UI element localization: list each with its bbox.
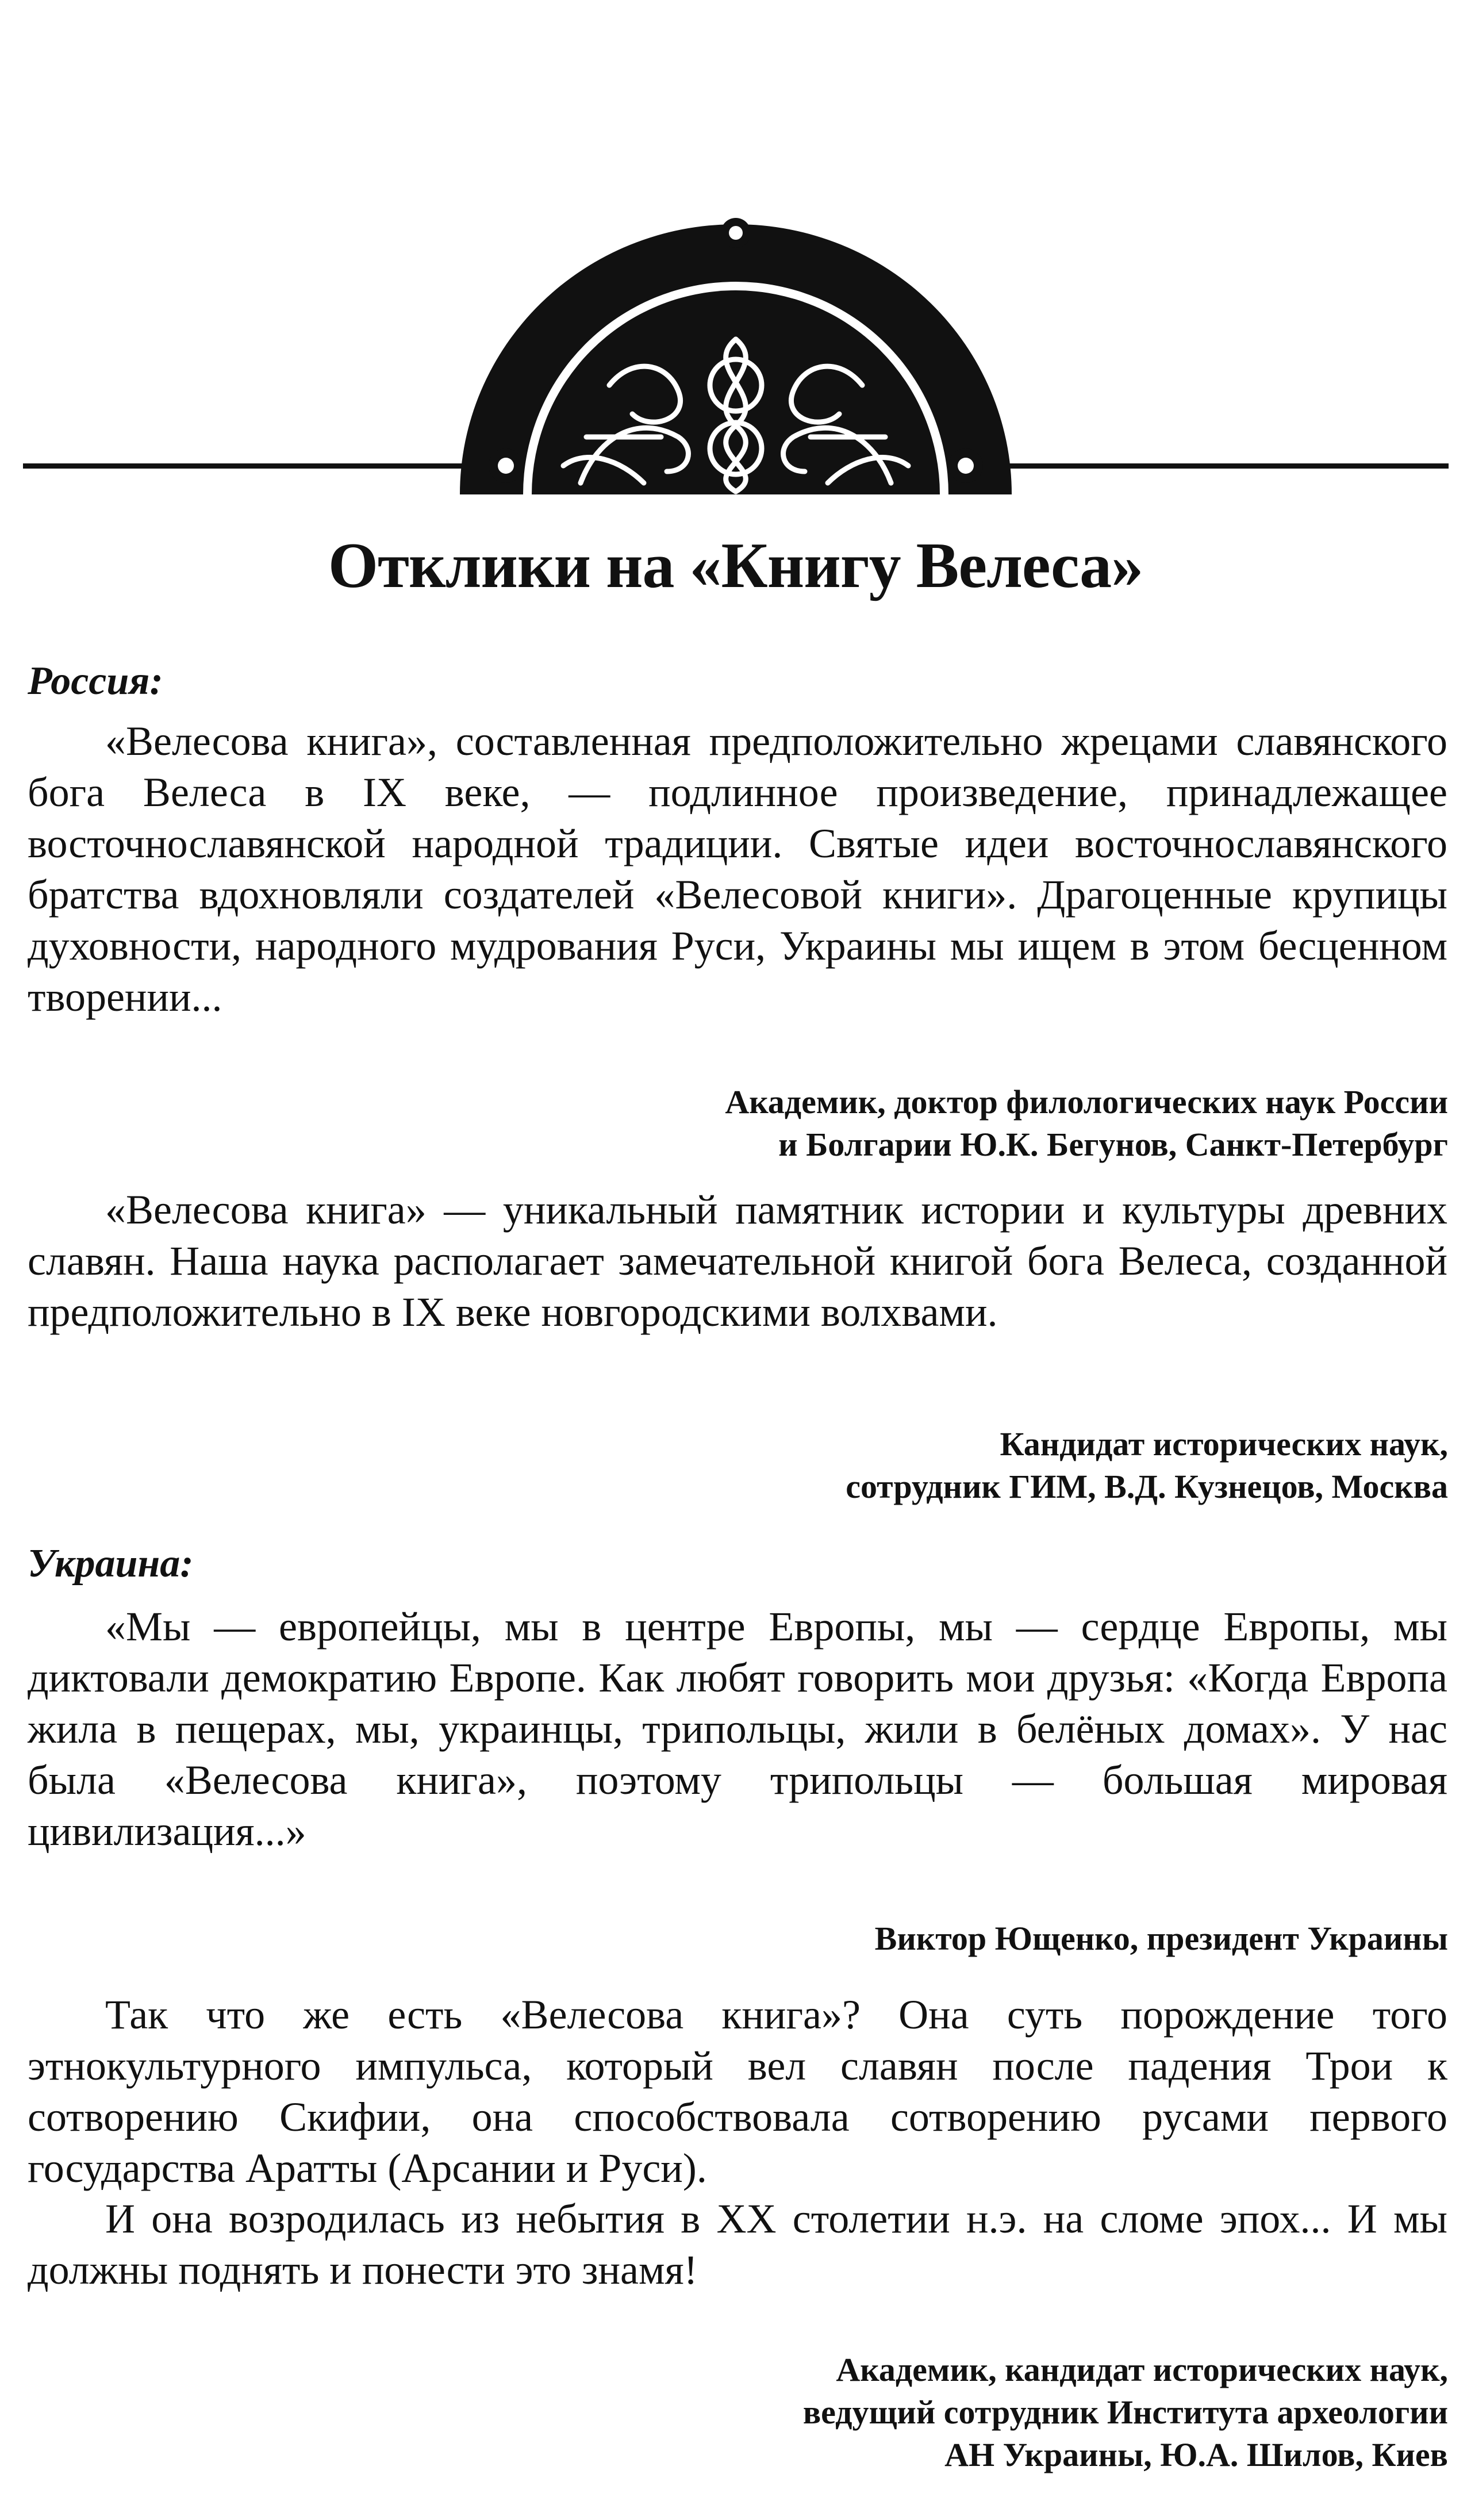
signature-line: Виктор Ющенко, президент Украины: [874, 1920, 1448, 1957]
signature-line: ведущий сотрудник Института археологии: [802, 2394, 1448, 2431]
signature-line: сотрудник ГИМ, В.Д. Кузнецов, Москва: [846, 1468, 1448, 1505]
signature-line: Академик, доктор филологических наук России: [725, 1083, 1448, 1121]
rule-left: [23, 463, 494, 469]
signature-line: АН Украины, Ю.А. Шилов, Киев: [944, 2436, 1448, 2473]
signature-line: и Болгарии Ю.К. Бегунов, Санкт-Петербург: [778, 1126, 1448, 1163]
quote-kuznetsov: «Велесова книга» — уникальный памятник истории и культуры древних славян. Наша наука располагает замечательной книгой бога Велеса, созданной предположительно в IX веке новгородскими волхвами.: [28, 1187, 1447, 1335]
section-label-ukraine: Украина:: [28, 1541, 194, 1586]
quote-yushchenko: «Мы — европейцы, мы в центре Европы, мы — сердце Европы, мы диктовали демократию Европе. Как любят говорить мои друзья: «Когда Европа жила в пещерах, мы, украинцы, трипольцы, жили в белёных домах». У нас была «Велесова книга», поэтому трипольцы — большая мировая цивилизация...»: [28, 1604, 1447, 1854]
quote-begunov: «Велесова книга», составленная предположительно жрецами славянского бога Велеса в IX веке, — подлинное произведение, принадлежащее восточнославянской народной традиции. Святые идеи восточнославянского братства вдохновляли создателей «Велесовой книги». Драгоценные крупицы духовности, народного мудрования Руси, Украины мы ищем в этом бесценном творении...: [28, 718, 1447, 1020]
closing-paragraph-2: И она возродилась из небытия в XX столетии н.э. на сломе эпох... И мы должны поднять и понести это знамя!: [28, 2196, 1447, 2293]
celtic-arch-ornament-icon: [0, 195, 1471, 517]
signature-begunov: [126, 1081, 1448, 1166]
signature-yushchenko: [126, 1917, 1448, 1960]
signature-shilov: [126, 2349, 1448, 2476]
signature-kuznetsov: [126, 1423, 1448, 1508]
signature-line: Академик, кандидат исторических наук,: [836, 2351, 1448, 2388]
section-label-russia: Россия:: [28, 659, 163, 703]
closing-paragraph-1: Так что же есть «Велесова книга»? Она суть порождение того этнокультурного импульса, который вел славян после падения Трои к сотворению Скифии, она способствовала сотворению русами первого государства Аратты (Арсании и Руси).: [28, 1992, 1447, 2191]
signature-line: Кандидат исторических наук,: [1000, 1425, 1448, 1463]
page-title: Отклики на «Книгу Велеса»: [328, 530, 1143, 601]
rule-right: [977, 463, 1449, 469]
